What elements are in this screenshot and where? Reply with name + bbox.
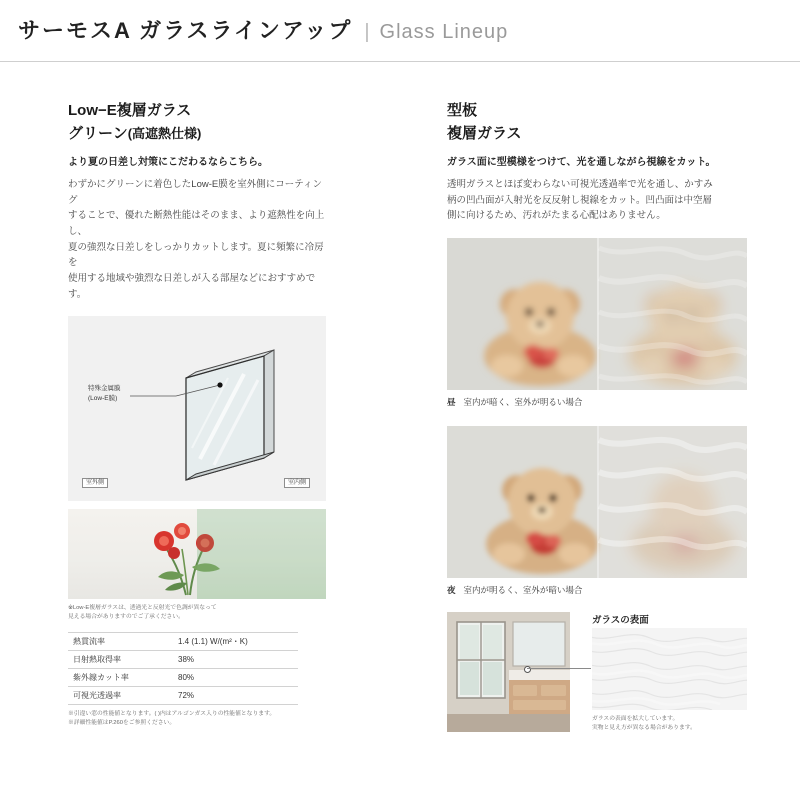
callout-line-1: 特殊金属膜 xyxy=(88,385,121,393)
spec-value-2: 80% xyxy=(173,668,298,686)
title-separator: | xyxy=(364,21,370,43)
spec-key-2: 紫外線カット率 xyxy=(68,668,173,686)
surface-note-line-2: 実物と見え方が異なる場合があります。 xyxy=(592,725,696,731)
left-body-text xyxy=(68,177,326,302)
left-body-line-3: 夏の強烈な日差しをしっかりカットします。夏に頻繁に冷房を xyxy=(68,241,324,269)
glass-texture-icon xyxy=(592,628,747,710)
tag-outside: 室外側 xyxy=(82,478,108,488)
right-body-line-1: 透明ガラスとほぼ変わらない可視光透過率で光を通し、かすみ xyxy=(447,179,713,190)
right-body-line-2: 柄の凹凸面が入射光を反反射し視線をカット。凹凸面は中空層 xyxy=(447,194,713,206)
caption-night-label: 夜 xyxy=(447,585,456,596)
glass-diagram-figure xyxy=(68,316,326,501)
left-column xyxy=(68,100,326,728)
surface-callout-dot xyxy=(524,666,531,673)
left-title-line2-sub: (高遮熱仕様) xyxy=(127,125,202,141)
left-lead-text: より夏の日差し対策にこだわるならこちら。 xyxy=(68,157,268,168)
table-row xyxy=(68,686,298,704)
surface-note-line-1: ガラスの表面を拡大しています。 xyxy=(592,716,679,723)
page-title xyxy=(18,14,508,45)
bathroom-window-photo xyxy=(447,612,570,732)
spec-table xyxy=(68,632,298,705)
left-title-line2: グリーン xyxy=(68,124,128,142)
table-row xyxy=(68,668,298,686)
left-body-line-1: わずかにグリーンに着色したLow-E膜を室外側にコーティング xyxy=(68,179,322,206)
spec-value-1: 38% xyxy=(173,650,298,668)
right-title-line2: 複層ガラス xyxy=(447,124,522,142)
diagram-callout-label xyxy=(88,384,121,403)
caption-night-text: 室内が明るく、室外が暗い場合 xyxy=(463,585,583,596)
caption-night xyxy=(447,584,747,596)
right-body-line-3: 側に向けるため、汚れがたまる心配はありません。 xyxy=(447,210,666,222)
left-body-line-4: 使用する地域や強烈な日差しが入る部屋などにおすすめです。 xyxy=(68,273,316,300)
spec-table-note xyxy=(68,710,308,728)
table-note-line-1: ※引違い窓の性能値となります。( )内はアルゴンガス入りの性能値となります。 xyxy=(68,710,276,717)
spec-key-3: 可視光透過率 xyxy=(68,686,173,704)
glass-surface-closeup-swatch xyxy=(592,628,747,710)
caption-day xyxy=(447,396,747,408)
page-title-ja: サーモスA ガラスラインアップ xyxy=(18,18,353,43)
right-section-title xyxy=(447,100,747,145)
surface-title: ガラスの表面 xyxy=(592,615,649,627)
page-title-en: Glass Lineup xyxy=(379,21,509,43)
photo-note-line-1: ※Low-E複層ガラスは、透過光と反射光で色調が異なって xyxy=(68,605,217,612)
surface-callout-leader xyxy=(527,668,591,669)
teddy-bear-night-illustration-icon xyxy=(447,426,747,578)
left-title-line2-wrap xyxy=(68,123,326,146)
glass-pane-diagram-icon xyxy=(68,316,326,501)
bear-photo-night xyxy=(447,426,747,578)
right-column xyxy=(447,100,747,752)
bear-photo-day xyxy=(447,238,747,390)
table-row xyxy=(68,632,298,650)
right-lead-text: ガラス面に型模様をつけて、光を通しながら視線をカット。 xyxy=(447,157,716,168)
right-body-text xyxy=(447,177,747,224)
spec-key-0: 熱貫流率 xyxy=(68,632,173,650)
right-title-line1: 型板 xyxy=(447,102,478,119)
left-section-title xyxy=(68,100,326,145)
left-body-line-2: することで、優れた断熱性能はそのまま、より遮熱性を向上し、 xyxy=(68,210,325,238)
glass-surface-block xyxy=(447,612,747,752)
table-row xyxy=(68,650,298,668)
left-title-line1: Low−E複層ガラス xyxy=(68,102,192,119)
left-photo-note xyxy=(68,604,308,621)
spec-value-3: 72% xyxy=(173,686,298,704)
caption-day-label: 昼 xyxy=(447,397,456,408)
photo-note-line-2: 見える場合がありますのでご了承ください。 xyxy=(68,614,184,621)
caption-day-text: 室内が暗く、室外が明るい場合 xyxy=(463,397,583,408)
spec-value-0: 1.4 (1.1) W/(m²・K) xyxy=(173,632,298,650)
flower-comparison-photo xyxy=(68,509,326,599)
flower-illustration-icon xyxy=(68,509,326,599)
spec-key-1: 日射熱取得率 xyxy=(68,650,173,668)
page-header xyxy=(0,0,800,62)
bathroom-interior-illustration-icon xyxy=(447,612,570,732)
tag-inside: 室内側 xyxy=(284,478,310,488)
callout-line-2: (Low-E膜) xyxy=(88,394,118,402)
surface-note xyxy=(592,715,747,733)
table-note-line-2: ※詳細性能値はP.260をご参照ください。 xyxy=(68,719,176,726)
teddy-bear-day-illustration-icon xyxy=(447,238,747,390)
